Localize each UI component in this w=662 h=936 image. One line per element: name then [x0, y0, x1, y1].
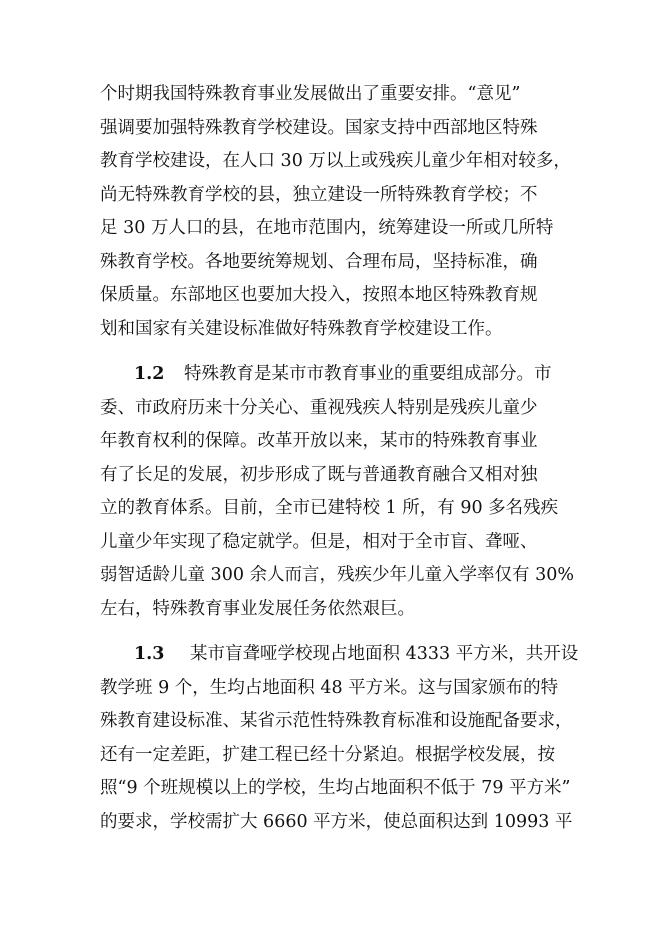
text-line: 立的教育体系。目前，全市已建特校 1 所，有 90 多名残疾: [100, 498, 559, 518]
text-line: 教育学校建设，在人口 30 万以上或残疾儿童少年相对较多，: [100, 151, 571, 171]
text-line: 尚无特殊教育学校的县，独立建设一所特殊教育学校；不: [100, 185, 538, 205]
text-line: 殊教育学校。各地要统筹规划、合理布局，坚持标准，确: [100, 252, 538, 272]
text-line: 个时期我国特殊教育事业发展做出了重要安排。“意见”: [100, 84, 521, 104]
text-line: 殊教育建设标准、某省示范性特殊教育标准和设施配备要求，: [100, 711, 573, 731]
text-line: 划和国家有关建设标准做好特殊教育学校建设工作。: [100, 319, 503, 339]
text-line: 有了长足的发展，初步形成了既与普通教育融合又相对独: [100, 465, 538, 485]
text-line: 弱智适龄儿童 300 余人而言，残疾少年儿童入学率仅有 30%: [100, 565, 574, 585]
text-line: 足 30 万人口的县，在地市范围内，统筹建设一所或几所特: [100, 218, 554, 238]
section-text: 特殊教育是某市市教育事业的重要组成部分。市: [184, 364, 552, 384]
section-number: 1.2: [134, 364, 165, 384]
section-number: 1.3: [134, 644, 165, 664]
text-line: 照“9 个班规模以上的学校，生均占地面积不低于 79 平方米”: [100, 778, 571, 798]
text-line: 强调要加强特殊教育学校建设。国家支持中西部地区特殊: [100, 118, 538, 138]
text-line: 儿童少年实现了稳定就学。但是，相对于全市盲、聋哑、: [100, 532, 538, 552]
text-line: 年教育权利的保障。改革开放以来，某市的特殊教育事业: [100, 431, 538, 451]
section-text: 某市盲聋哑学校现占地面积 4333 平方米，共开设: [190, 644, 579, 664]
section-first-line: [134, 643, 578, 665]
text-line: 还有一定差距，扩建工程已经十分紧迫。根据学校发展，按: [100, 745, 555, 765]
text-line: 左右，特殊教育事业发展任务依然艰巨。: [100, 599, 415, 619]
section-first-line: [134, 363, 552, 385]
text-line: 教学班 9 个，生均占地面积 48 平方米。这与国家颁布的特: [100, 678, 559, 698]
text-line: 的要求，学校需扩大 6660 平方米，使总面积达到 10993 平: [100, 812, 573, 832]
text-line: 委、市政府历来十分关心、重视残疾人特别是残疾儿童少: [100, 398, 538, 418]
text-line: 保质量。东部地区也要加大投入，按照本地区特殊教育规: [100, 285, 538, 305]
